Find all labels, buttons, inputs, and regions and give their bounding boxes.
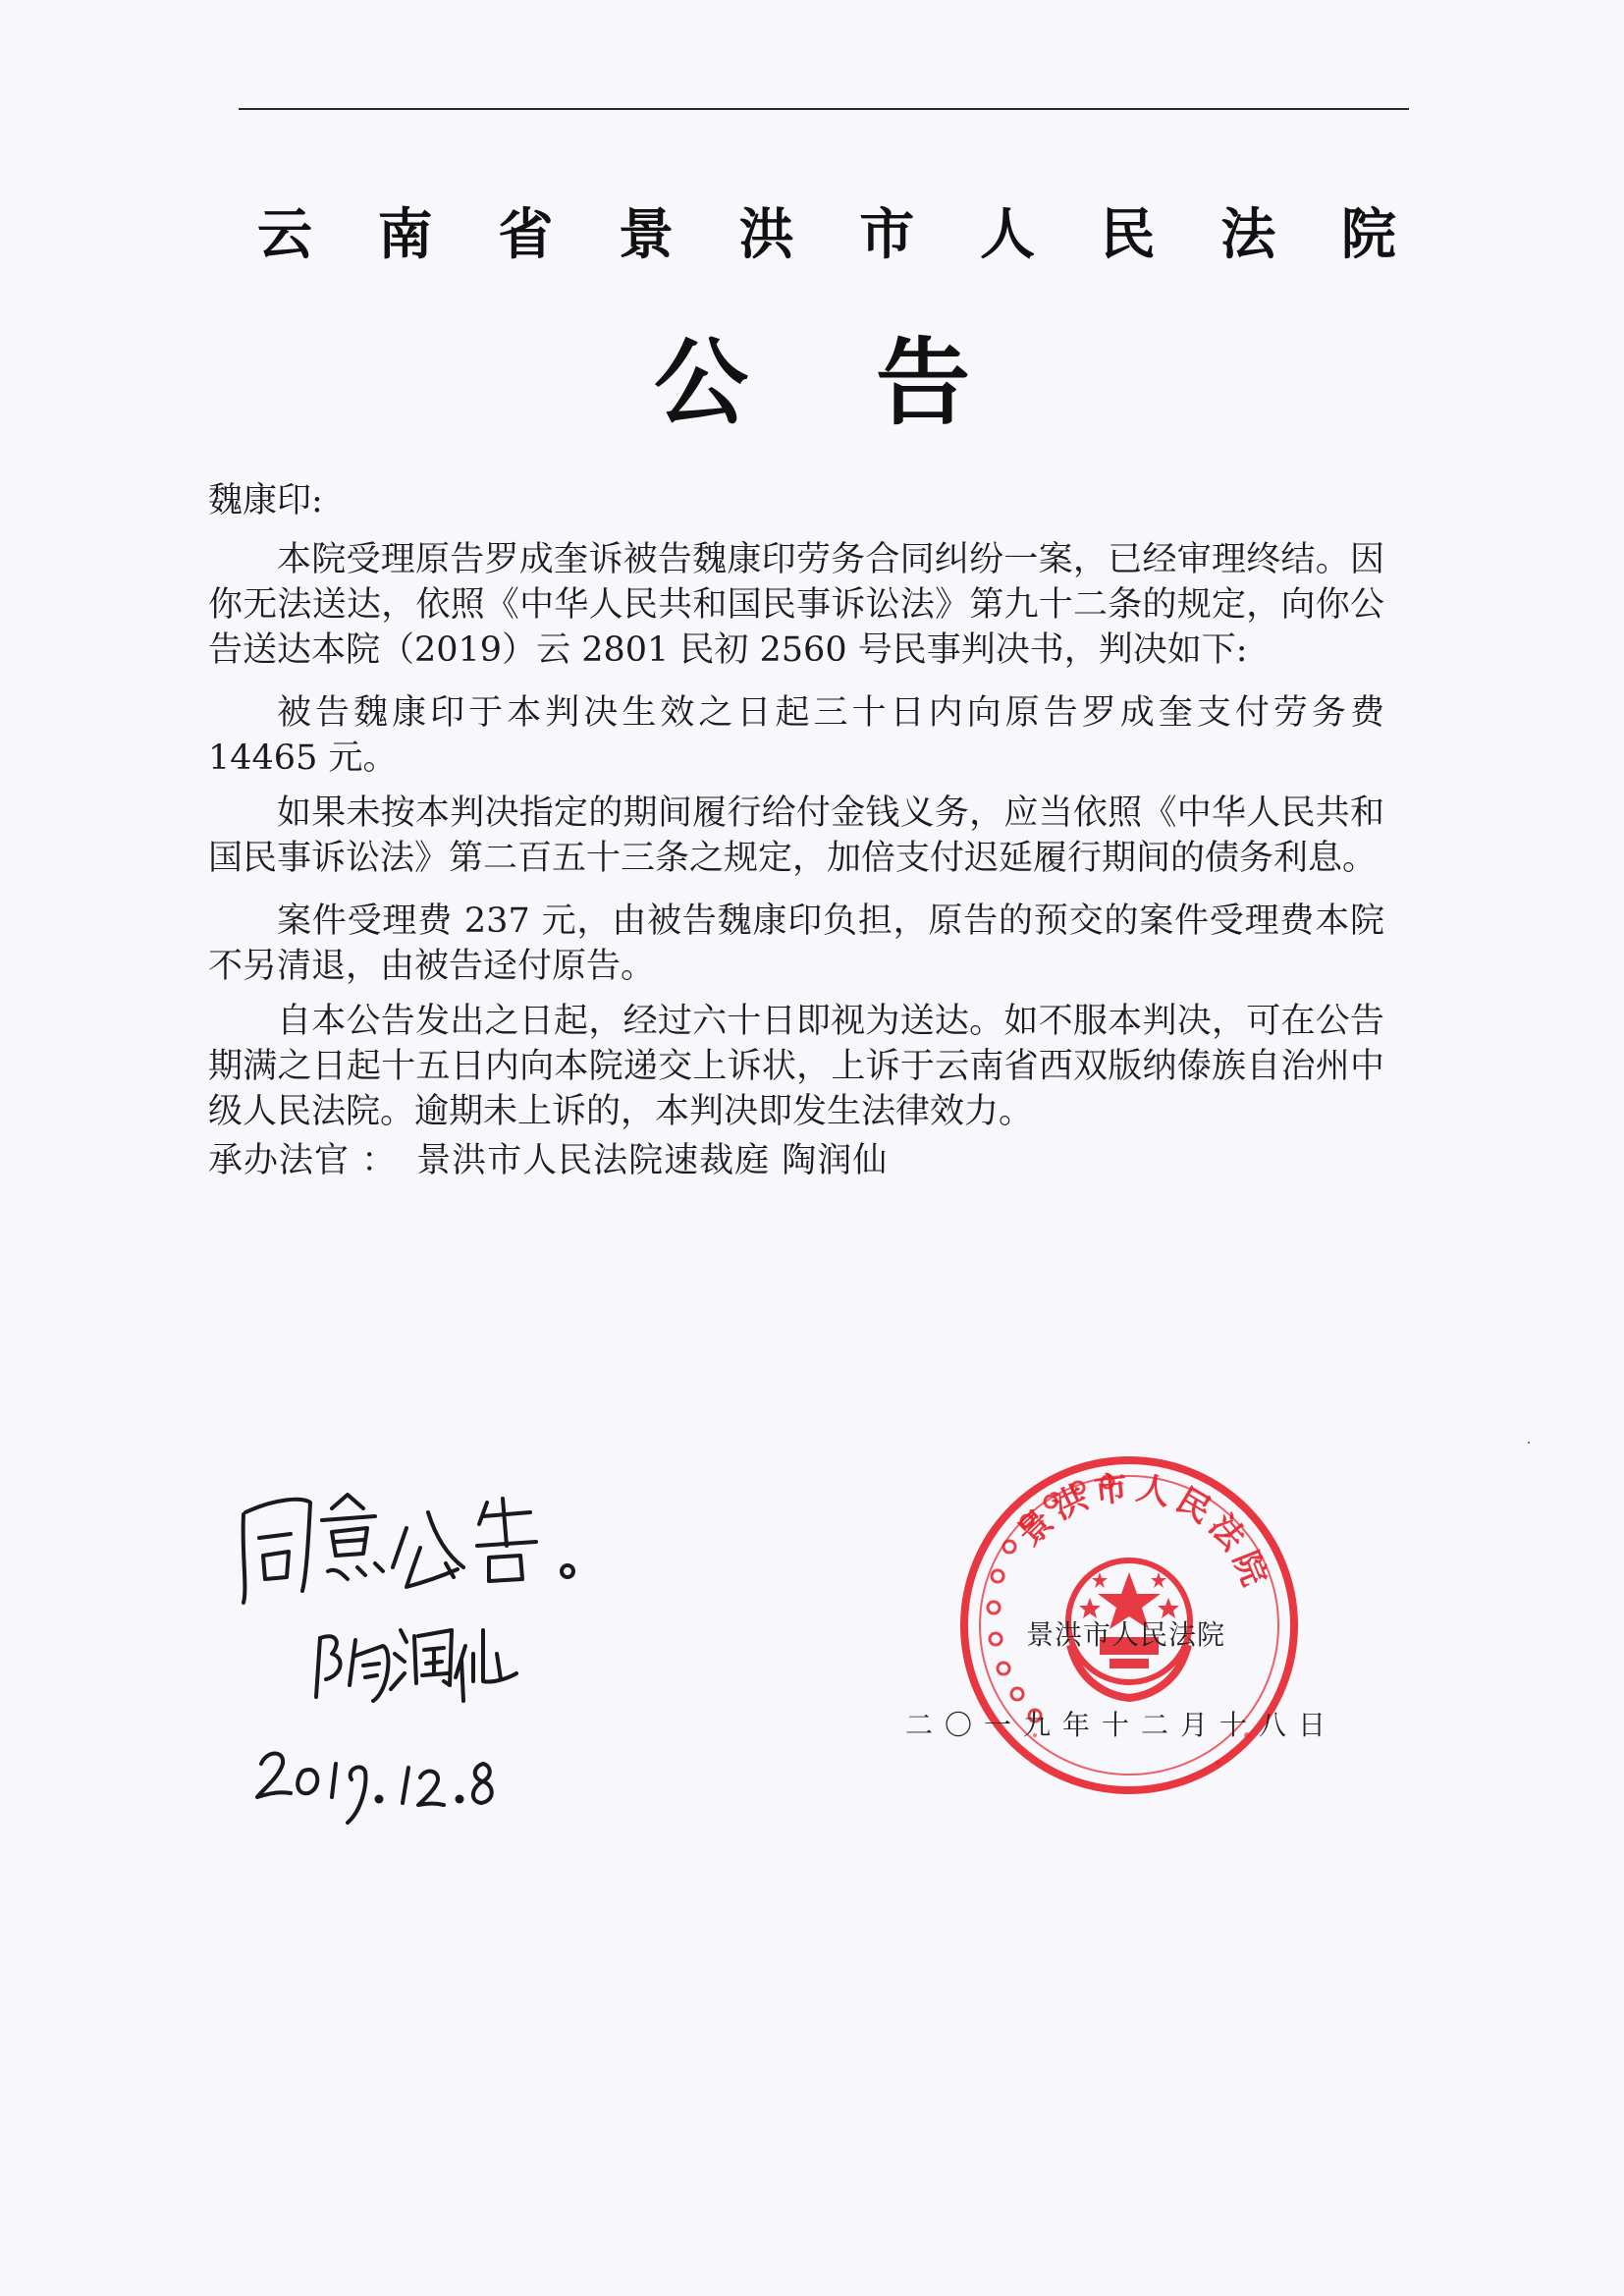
court-name-char: 院 [1340, 203, 1396, 267]
paragraph-case-fee: 案件受理费 237 元，由被告魏康印负担，原告的预交的案件受理费本院不另清退，由被告迳付原告。 [208, 902, 1384, 986]
paragraph-service-appeal: 自本公告发出之日起，经过六十日即视为送达。如不服本判决，可在公告期满之日起十五日内向本院递交上诉状，上诉于云南省西双版纳傣族自治州中级人民法院。逾期未上诉的，本判决即发生法律效力。 [208, 1002, 1384, 1131]
court-name-char: 人 [979, 203, 1035, 267]
court-name-char: 民 [1100, 203, 1156, 267]
notice-body [208, 478, 1384, 1183]
document-title: 公告 [654, 328, 1098, 438]
court-name-char: 云 [257, 203, 312, 267]
header-rule [239, 108, 1409, 110]
scan-speck [1528, 1442, 1530, 1444]
addressee: 魏康印: [208, 481, 323, 520]
presiding-judge [208, 1138, 1384, 1183]
issue-date: 二〇一九年十二月十八日 [905, 1709, 1338, 1741]
paragraph-case-intro: 本院受理原告罗成奎诉被告魏康印劳务合同纠纷一案，已经审理终结。因你无法送达，依照《中华人民共和国民事诉讼法》第九十二条的规定，向你公告送达本院（2019）云 2801 民初 2560 号民事判决书，判决如下: [208, 540, 1384, 670]
judge-value: 景洪市人民法院速裁庭 陶润仙 [416, 1141, 889, 1180]
paragraph-late-interest: 如果未按本判决指定的期间履行给付金钱义务，应当依照《中华人民共和国民事诉讼法》第二百五十三条之规定，加倍支付迟延履行期间的债务利息。 [208, 793, 1384, 878]
court-name-char: 景 [618, 203, 674, 267]
court-name-char: 省 [498, 203, 554, 267]
svg-text:景洪市人民法院 [1010, 1468, 1276, 1597]
seal-ring-text: 景洪市人民法院 [1009, 1467, 1276, 1598]
court-name-char: 南 [377, 203, 433, 267]
court-name [257, 201, 1396, 270]
judge-label: 承办法官 ： [208, 1141, 398, 1180]
paragraph-judgment: 被告魏康印于本判决生效之日起三十日内向原告罗成奎支付劳务费 14465 元。 [208, 693, 1384, 778]
court-name-char: 洪 [738, 203, 794, 267]
seal-court-name: 景洪市人民法院 [1026, 1618, 1226, 1651]
handwritten-approval [226, 1473, 736, 1846]
court-name-char: 市 [859, 203, 915, 267]
court-name-char: 法 [1220, 203, 1276, 267]
